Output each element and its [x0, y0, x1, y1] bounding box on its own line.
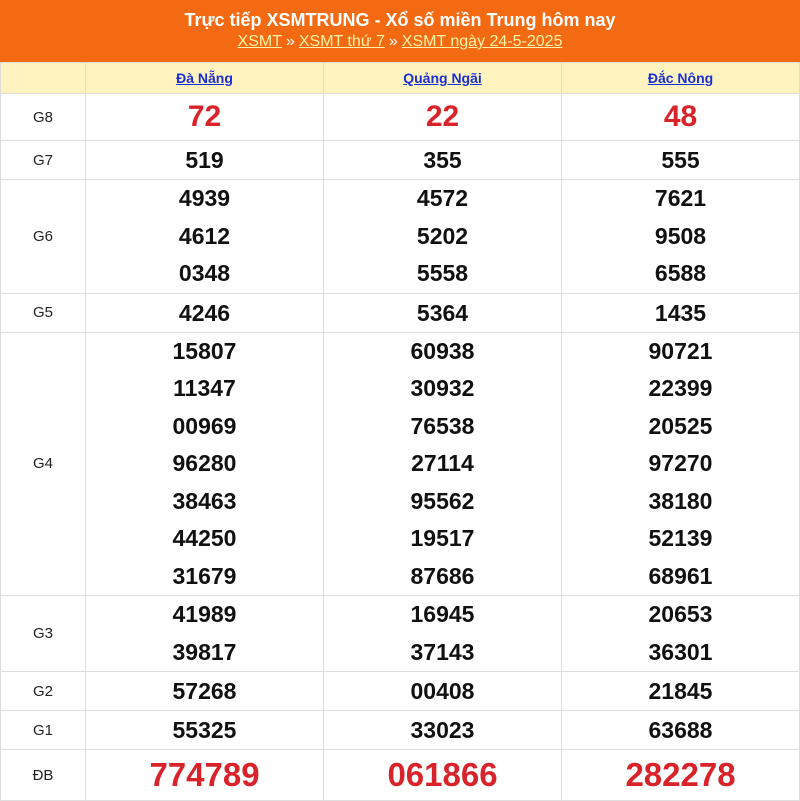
result-cell [562, 596, 800, 672]
prize-row [1, 141, 800, 180]
result-number: 95562 [410, 487, 475, 514]
result-number: 41989 [172, 601, 237, 627]
prize-label: G4 [1, 332, 86, 596]
result-cell [562, 141, 800, 180]
page-title: Trực tiếp XSMTRUNG - Xổ số miền Trung hôm nay [184, 10, 616, 30]
result-cell [324, 750, 562, 801]
prize-row [1, 672, 800, 711]
breadcrumb-separator: » [285, 33, 295, 50]
result-cell [324, 332, 562, 596]
result-cell [86, 293, 324, 332]
province-link-da-nang[interactable]: Đà Nẵng [176, 70, 233, 86]
result-number: 87686 [410, 562, 475, 589]
result-cell [562, 180, 800, 294]
prize-row [1, 293, 800, 332]
result-number: 4939 [178, 185, 231, 211]
prize-label: G8 [1, 94, 86, 141]
result-cell [324, 293, 562, 332]
result-number: 38463 [172, 487, 237, 514]
result-number: 0348 [178, 260, 231, 286]
result-cell [562, 750, 800, 801]
result-number: 19517 [410, 525, 475, 551]
result-cell [86, 180, 324, 294]
result-cell [562, 293, 800, 332]
result-cell [324, 672, 562, 711]
result-number: 9508 [654, 222, 707, 249]
result-number: 20525 [648, 412, 713, 439]
result-cell [324, 711, 562, 750]
result-number: 5364 [416, 299, 469, 326]
results-body [1, 94, 800, 801]
result-number: 061866 [387, 756, 498, 793]
result-number: 36301 [648, 638, 713, 665]
province-header [324, 63, 562, 94]
result-cell [86, 711, 324, 750]
result-cell [86, 596, 324, 672]
result-number: 11347 [173, 375, 236, 401]
prize-row [1, 750, 800, 801]
result-number: 39817 [172, 638, 237, 665]
prize-label: G3 [1, 596, 86, 672]
result-cell [324, 596, 562, 672]
breadcrumb [0, 32, 800, 52]
prize-label: G7 [1, 141, 86, 180]
result-number: 4246 [178, 299, 231, 326]
result-cell [324, 180, 562, 294]
result-number: 33023 [410, 717, 475, 743]
result-cell [324, 94, 562, 141]
province-header [86, 63, 324, 94]
prize-header-cell [1, 63, 86, 94]
result-number: 555 [661, 147, 700, 173]
breadcrumb-xsmt-date[interactable]: XSMT ngày 24-5-2025 [401, 33, 563, 50]
result-number: 72 [187, 100, 222, 133]
result-number: 15807 [172, 337, 237, 364]
result-number: 5202 [416, 222, 469, 249]
breadcrumb-xsmt-thu7[interactable]: XSMT thứ 7 [298, 33, 385, 50]
result-number: 55325 [172, 717, 237, 743]
result-number: 38180 [648, 487, 713, 514]
result-number: 63688 [648, 717, 713, 743]
result-cell [562, 672, 800, 711]
prize-label: G1 [1, 711, 86, 750]
prize-row [1, 94, 800, 141]
result-number: 31679 [172, 562, 237, 589]
result-number: 1435 [654, 299, 707, 326]
result-number: 97270 [648, 450, 713, 476]
breadcrumb-separator: » [388, 33, 398, 50]
result-number: 7621 [654, 185, 707, 211]
result-number: 6588 [654, 260, 707, 286]
result-number: 44250 [172, 525, 237, 551]
result-cell [562, 94, 800, 141]
result-number: 27114 [411, 450, 474, 476]
result-number: 5558 [416, 260, 469, 286]
result-number: 48 [663, 100, 698, 133]
prize-label: G2 [1, 672, 86, 711]
province-header [562, 63, 800, 94]
result-number: 4572 [416, 185, 469, 211]
prize-row [1, 180, 800, 294]
result-number: 68961 [648, 562, 713, 589]
prize-label: G6 [1, 180, 86, 294]
result-cell [86, 94, 324, 141]
result-cell [86, 141, 324, 180]
breadcrumb-xsmt[interactable]: XSMT [237, 33, 282, 50]
result-number: 96280 [172, 450, 237, 476]
result-cell [324, 141, 562, 180]
prize-label: G5 [1, 293, 86, 332]
result-number: 519 [185, 147, 224, 173]
prize-row [1, 711, 800, 750]
result-number: 90721 [648, 337, 713, 364]
result-number: 20653 [648, 601, 713, 627]
result-number: 00969 [172, 412, 237, 439]
prize-row [1, 332, 800, 596]
result-cell [562, 711, 800, 750]
results-table [0, 62, 800, 801]
result-number: 774789 [149, 756, 260, 793]
result-number: 22399 [648, 375, 713, 401]
result-cell [86, 750, 324, 801]
result-number: 22 [425, 100, 460, 133]
result-cell [562, 332, 800, 596]
result-number: 355 [423, 147, 462, 173]
page-header [0, 0, 800, 62]
result-number: 00408 [410, 678, 475, 704]
province-link-quang-ngai[interactable]: Quảng Ngãi [403, 70, 482, 86]
result-number: 21845 [648, 678, 713, 704]
result-number: 60938 [410, 337, 475, 364]
result-number: 37143 [410, 638, 475, 665]
result-cell [86, 672, 324, 711]
result-cell [86, 332, 324, 596]
province-header-row [1, 63, 800, 94]
result-number: 57268 [172, 678, 237, 704]
result-number: 4612 [178, 222, 231, 249]
result-number: 16945 [410, 601, 475, 627]
result-number: 30932 [410, 375, 475, 401]
result-number: 282278 [625, 756, 736, 793]
province-link-dac-nong[interactable]: Đắc Nông [647, 70, 714, 86]
result-number: 52139 [648, 525, 713, 551]
result-number: 76538 [410, 412, 475, 439]
prize-row [1, 596, 800, 672]
prize-label: ĐB [1, 750, 86, 801]
